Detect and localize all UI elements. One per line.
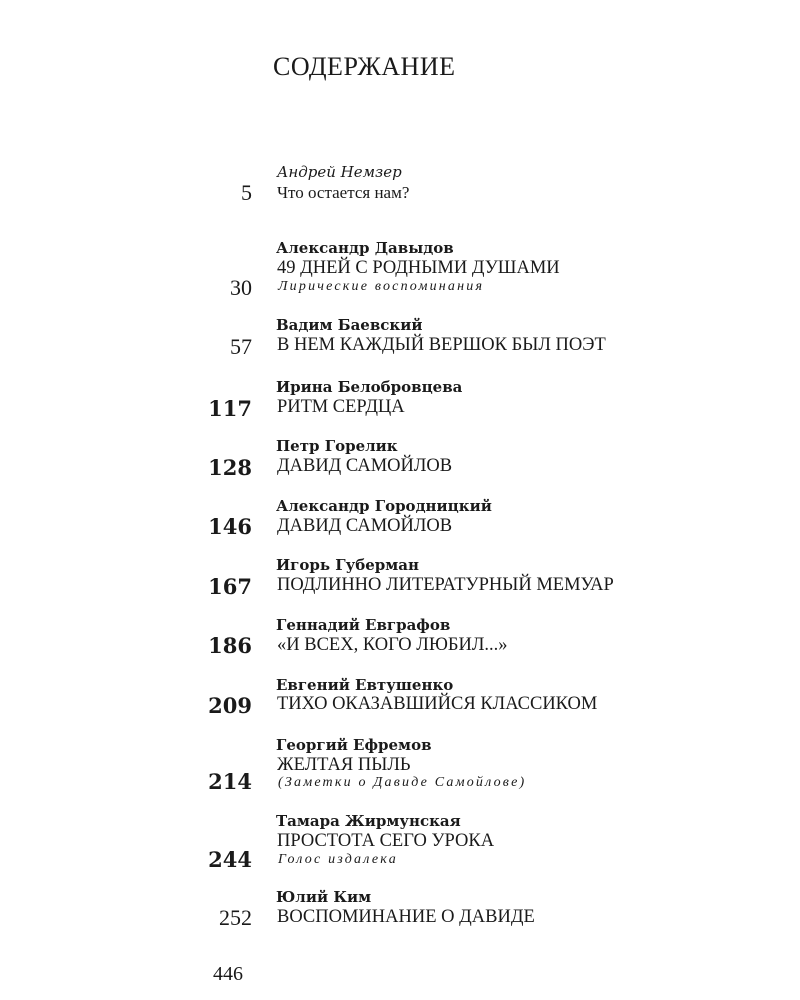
toc-page-number: 167 — [208, 574, 252, 599]
toc-author: Геннадий Евграфов — [276, 616, 451, 634]
toc-title[interactable]: ПОДЛИННО ЛИТЕРАТУРНЫЙ МЕМУАР — [277, 575, 614, 595]
toc-page-number: 146 — [208, 514, 252, 539]
toc-author: Евгений Евтушенко — [276, 676, 454, 694]
toc-author: Александр Городницкий — [276, 497, 492, 515]
toc-page-number: 244 — [208, 847, 252, 872]
toc-title[interactable]: «И ВСЕХ, КОГО ЛЮБИЛ...» — [277, 635, 508, 655]
toc-author: Георгий Ефремов — [276, 736, 432, 754]
toc-author: Ирина Белобровцева — [276, 378, 463, 396]
page-heading: СОДЕРЖАНИЕ — [273, 52, 456, 81]
toc-title[interactable]: В НЕМ КАЖДЫЙ ВЕРШОК БЫЛ ПОЭТ — [277, 335, 606, 355]
toc-author: Юлий Ким — [276, 888, 372, 906]
toc-author: Игорь Губерман — [276, 556, 419, 574]
toc-title[interactable]: ЖЕЛТАЯ ПЫЛЬ — [277, 755, 411, 775]
toc-title[interactable]: ПРОСТОТА СЕГО УРОКА — [277, 831, 495, 851]
toc-page-number: 214 — [208, 769, 252, 794]
toc-subtitle: (Заметки о Давиде Самойлове) — [278, 775, 527, 790]
toc-author: Вадим Баевский — [276, 316, 423, 334]
toc-page-number: 252 — [219, 905, 252, 930]
toc-title[interactable]: РИТМ СЕРДЦА — [277, 397, 405, 417]
toc-page-number: 186 — [208, 633, 252, 658]
toc-author: Александр Давыдов — [276, 239, 454, 257]
toc-page-number: 5 — [241, 180, 252, 205]
toc-title[interactable]: 49 ДНЕЙ С РОДНЫМИ ДУШАМИ — [277, 258, 560, 278]
toc-page-number: 57 — [230, 334, 252, 359]
toc-title[interactable]: Что остается нам? — [277, 183, 410, 202]
toc-title[interactable]: ВОСПОМИНАНИЕ О ДАВИДЕ — [277, 907, 535, 927]
toc-subtitle: Лирические воспоминания — [278, 279, 485, 294]
toc-title[interactable]: ТИХО ОКАЗАВШИЙСЯ КЛАССИКОМ — [277, 694, 598, 714]
toc-author: Петр Горелик — [276, 437, 398, 455]
toc-title[interactable]: ДАВИД САМОЙЛОВ — [277, 456, 453, 476]
toc-page-number: 128 — [208, 455, 252, 480]
page-folio: 446 — [213, 963, 243, 985]
toc-page-number: 30 — [230, 275, 252, 300]
toc-page-number: 209 — [208, 693, 252, 718]
toc-author: Тамара Жирмунская — [276, 812, 461, 830]
toc-subtitle: Голос издалека — [278, 852, 398, 867]
toc-title[interactable]: ДАВИД САМОЙЛОВ — [277, 516, 453, 536]
toc-author: Андрей Немзер — [277, 163, 402, 181]
toc-page-number: 117 — [208, 396, 252, 421]
